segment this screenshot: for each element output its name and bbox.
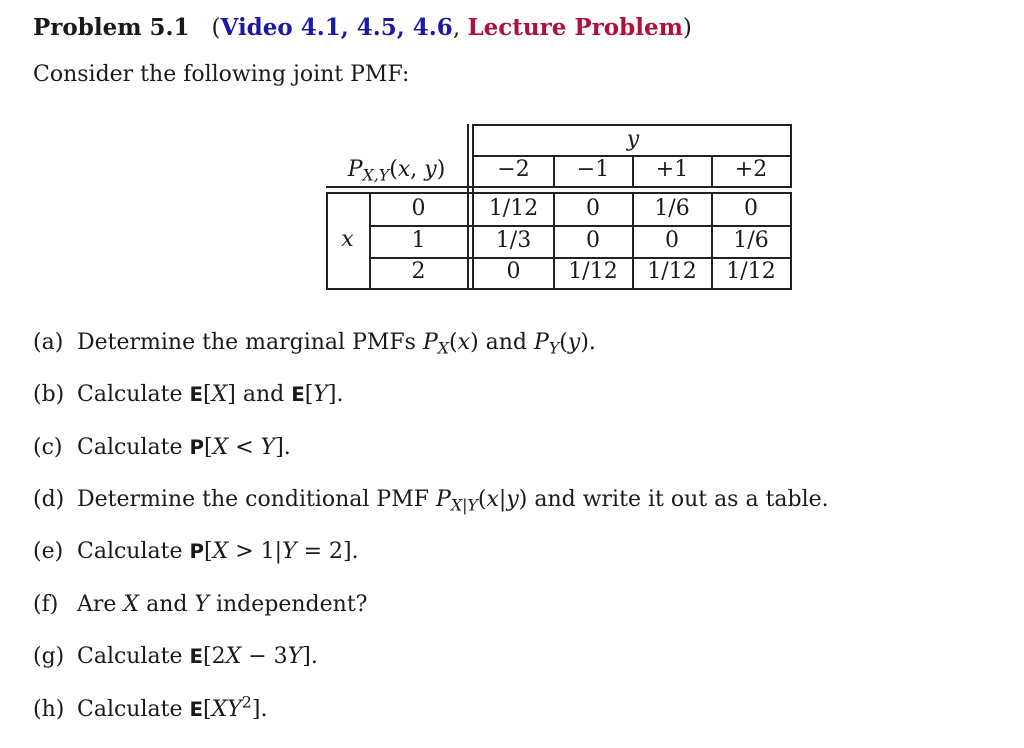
- joint-pmf-table: [0, 0, 1024, 320]
- question-e: (e) Calculate P[X > 1|Y = 2].: [33, 539, 359, 564]
- pmf-cell: 0: [665, 228, 679, 253]
- question-h: (h) Calculate $E[XY^2]$.: [33, 692, 268, 722]
- question-a: (a) Determine the marginal PMFs $P_X(x)$ and $P_Y(y)$.: [33, 330, 596, 358]
- x-value-header: 2: [411, 259, 426, 284]
- intro-text: Consider the following joint PMF:: [33, 62, 410, 87]
- pmf-cell: 1/12: [726, 259, 776, 284]
- question-f: (f) Are X and Y independent?: [33, 592, 368, 617]
- corner-label: $P_{X,Y}(x$, y): [347, 157, 446, 185]
- pmf-cell: 1/6: [733, 228, 769, 253]
- video-references: Video 4.1, 4.5, 4.6: [220, 14, 453, 41]
- x-value-header: 1: [411, 228, 426, 253]
- pmf-cell: 1/12: [647, 259, 697, 284]
- pmf-cell: 1/12: [488, 196, 539, 221]
- y-axis-label: y: [626, 127, 640, 152]
- pmf-cell: 1/3: [495, 228, 532, 253]
- pmf-cell: 0: [744, 196, 758, 221]
- x-value-header: 0: [411, 196, 426, 221]
- pmf-cell: 0: [586, 196, 600, 221]
- problem-number: Problem 5.1: [33, 14, 190, 41]
- question-c: (c) Calculate P[X < Y].: [33, 435, 291, 460]
- pmf-cell: 1/6: [654, 196, 690, 221]
- x-axis-label: x: [341, 227, 354, 252]
- lecture-problem-tag: Lecture Problem: [467, 14, 683, 41]
- question-d: (d) Determine the conditional PMF $P_{X|Y}(x|y)$ and write it out as a table.: [33, 487, 829, 515]
- pmf-cell: 1/12: [568, 259, 618, 284]
- problem-heading: Problem 5.1 (Video 4.1, 4.5, 4.6, Lecture Problem): [33, 14, 692, 41]
- question-b: (b) Calculate E[X] and E[Y].: [33, 382, 344, 407]
- question-g: (g) Calculate E[2X − 3Y].: [33, 644, 318, 669]
- y-value-header: −2: [497, 157, 530, 182]
- pmf-cell: 0: [586, 228, 600, 253]
- y-value-header: −1: [576, 157, 610, 182]
- y-value-header: +2: [734, 157, 768, 182]
- y-value-header: +1: [655, 157, 689, 182]
- pmf-cell: 0: [506, 259, 521, 284]
